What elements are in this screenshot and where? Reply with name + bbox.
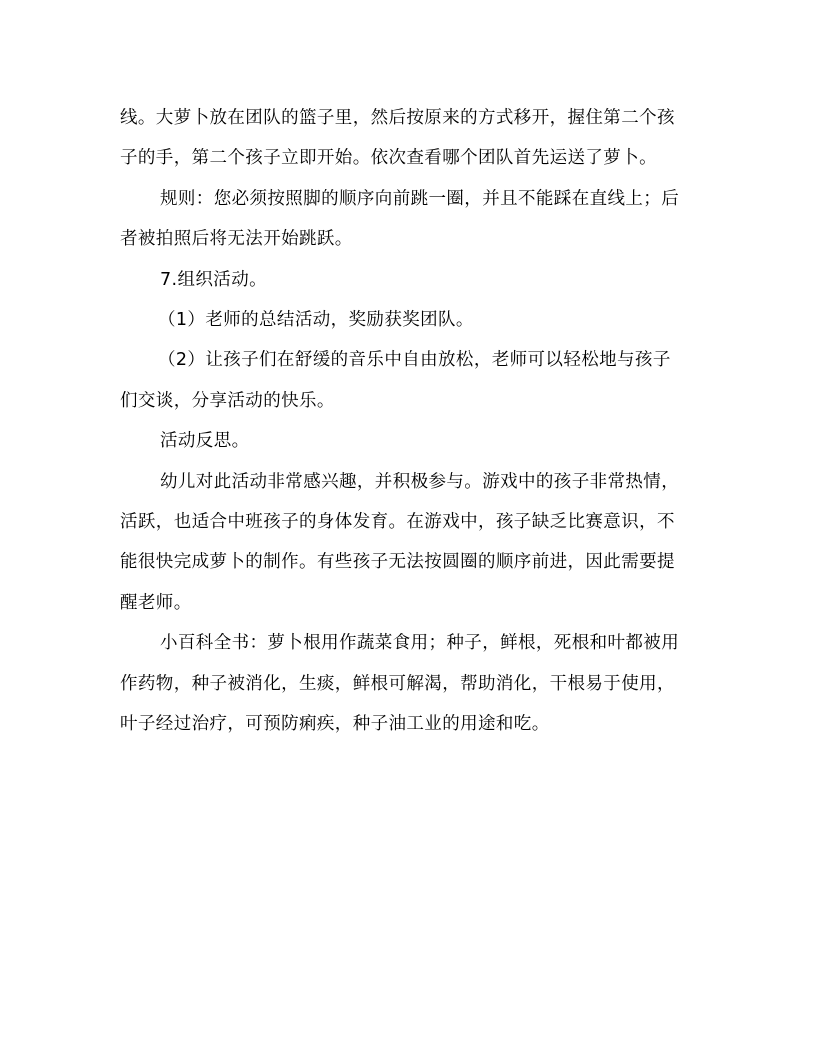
- paragraph-reflection: [120, 462, 696, 624]
- list-item-1: [120, 300, 696, 340]
- text-line: 作药物，种子被消化，生痰，鲜根可解渴，帮助消化，干根易于使用，: [120, 673, 675, 694]
- text-line: 7.组织活动。: [160, 269, 267, 290]
- text-line: 活跃，也适合中班孩子的身体发育。在游戏中，孩子缺乏比赛意识，不: [120, 512, 675, 533]
- text-line: 规则：您必须按照脚的顺序向前跳一圈，并且不能踩在直线上；后: [160, 188, 680, 209]
- paragraph-continuation: [120, 98, 696, 179]
- text-line: 线。大萝卜放在团队的篮子里，然后按原来的方式移开，握住第二个孩: [120, 108, 675, 128]
- section-heading-reflection: [120, 421, 696, 461]
- text-line: 能很快完成萝卜的制作。有些孩子无法按圆圈的顺序前进，因此需要提: [120, 552, 675, 573]
- text-line: 者被拍照后将无法开始跳跃。: [120, 229, 353, 250]
- list-item-2: [120, 340, 696, 421]
- text-line: 子的手，第二个孩子立即开始。依次查看哪个团队首先运送了萝卜。: [120, 148, 657, 169]
- section-heading-organize: [120, 260, 696, 300]
- text-line: 醒老师。: [120, 592, 192, 613]
- document-body: [120, 98, 696, 745]
- text-line: 叶子经过治疗，可预防痢疾，种子油工业的用途和吃。: [120, 714, 550, 735]
- text-line: 活动反思。: [160, 431, 250, 452]
- text-line: （2）让孩子们在舒缓的音乐中自由放松，老师可以轻松地与孩子: [158, 350, 671, 371]
- text-line: （1）老师的总结活动，奖励获奖团队。: [158, 310, 474, 331]
- text-line: 小百科全书：萝卜根用作蔬菜食用；种子，鲜根，死根和叶都被用: [160, 633, 680, 654]
- text-line: 幼儿对此活动非常感兴趣，并积极参与。游戏中的孩子非常热情，: [160, 471, 680, 492]
- text-line: 们交谈，分享活动的快乐。: [120, 390, 335, 411]
- paragraph-encyclopedia: [120, 623, 696, 744]
- paragraph-rules: [120, 179, 696, 260]
